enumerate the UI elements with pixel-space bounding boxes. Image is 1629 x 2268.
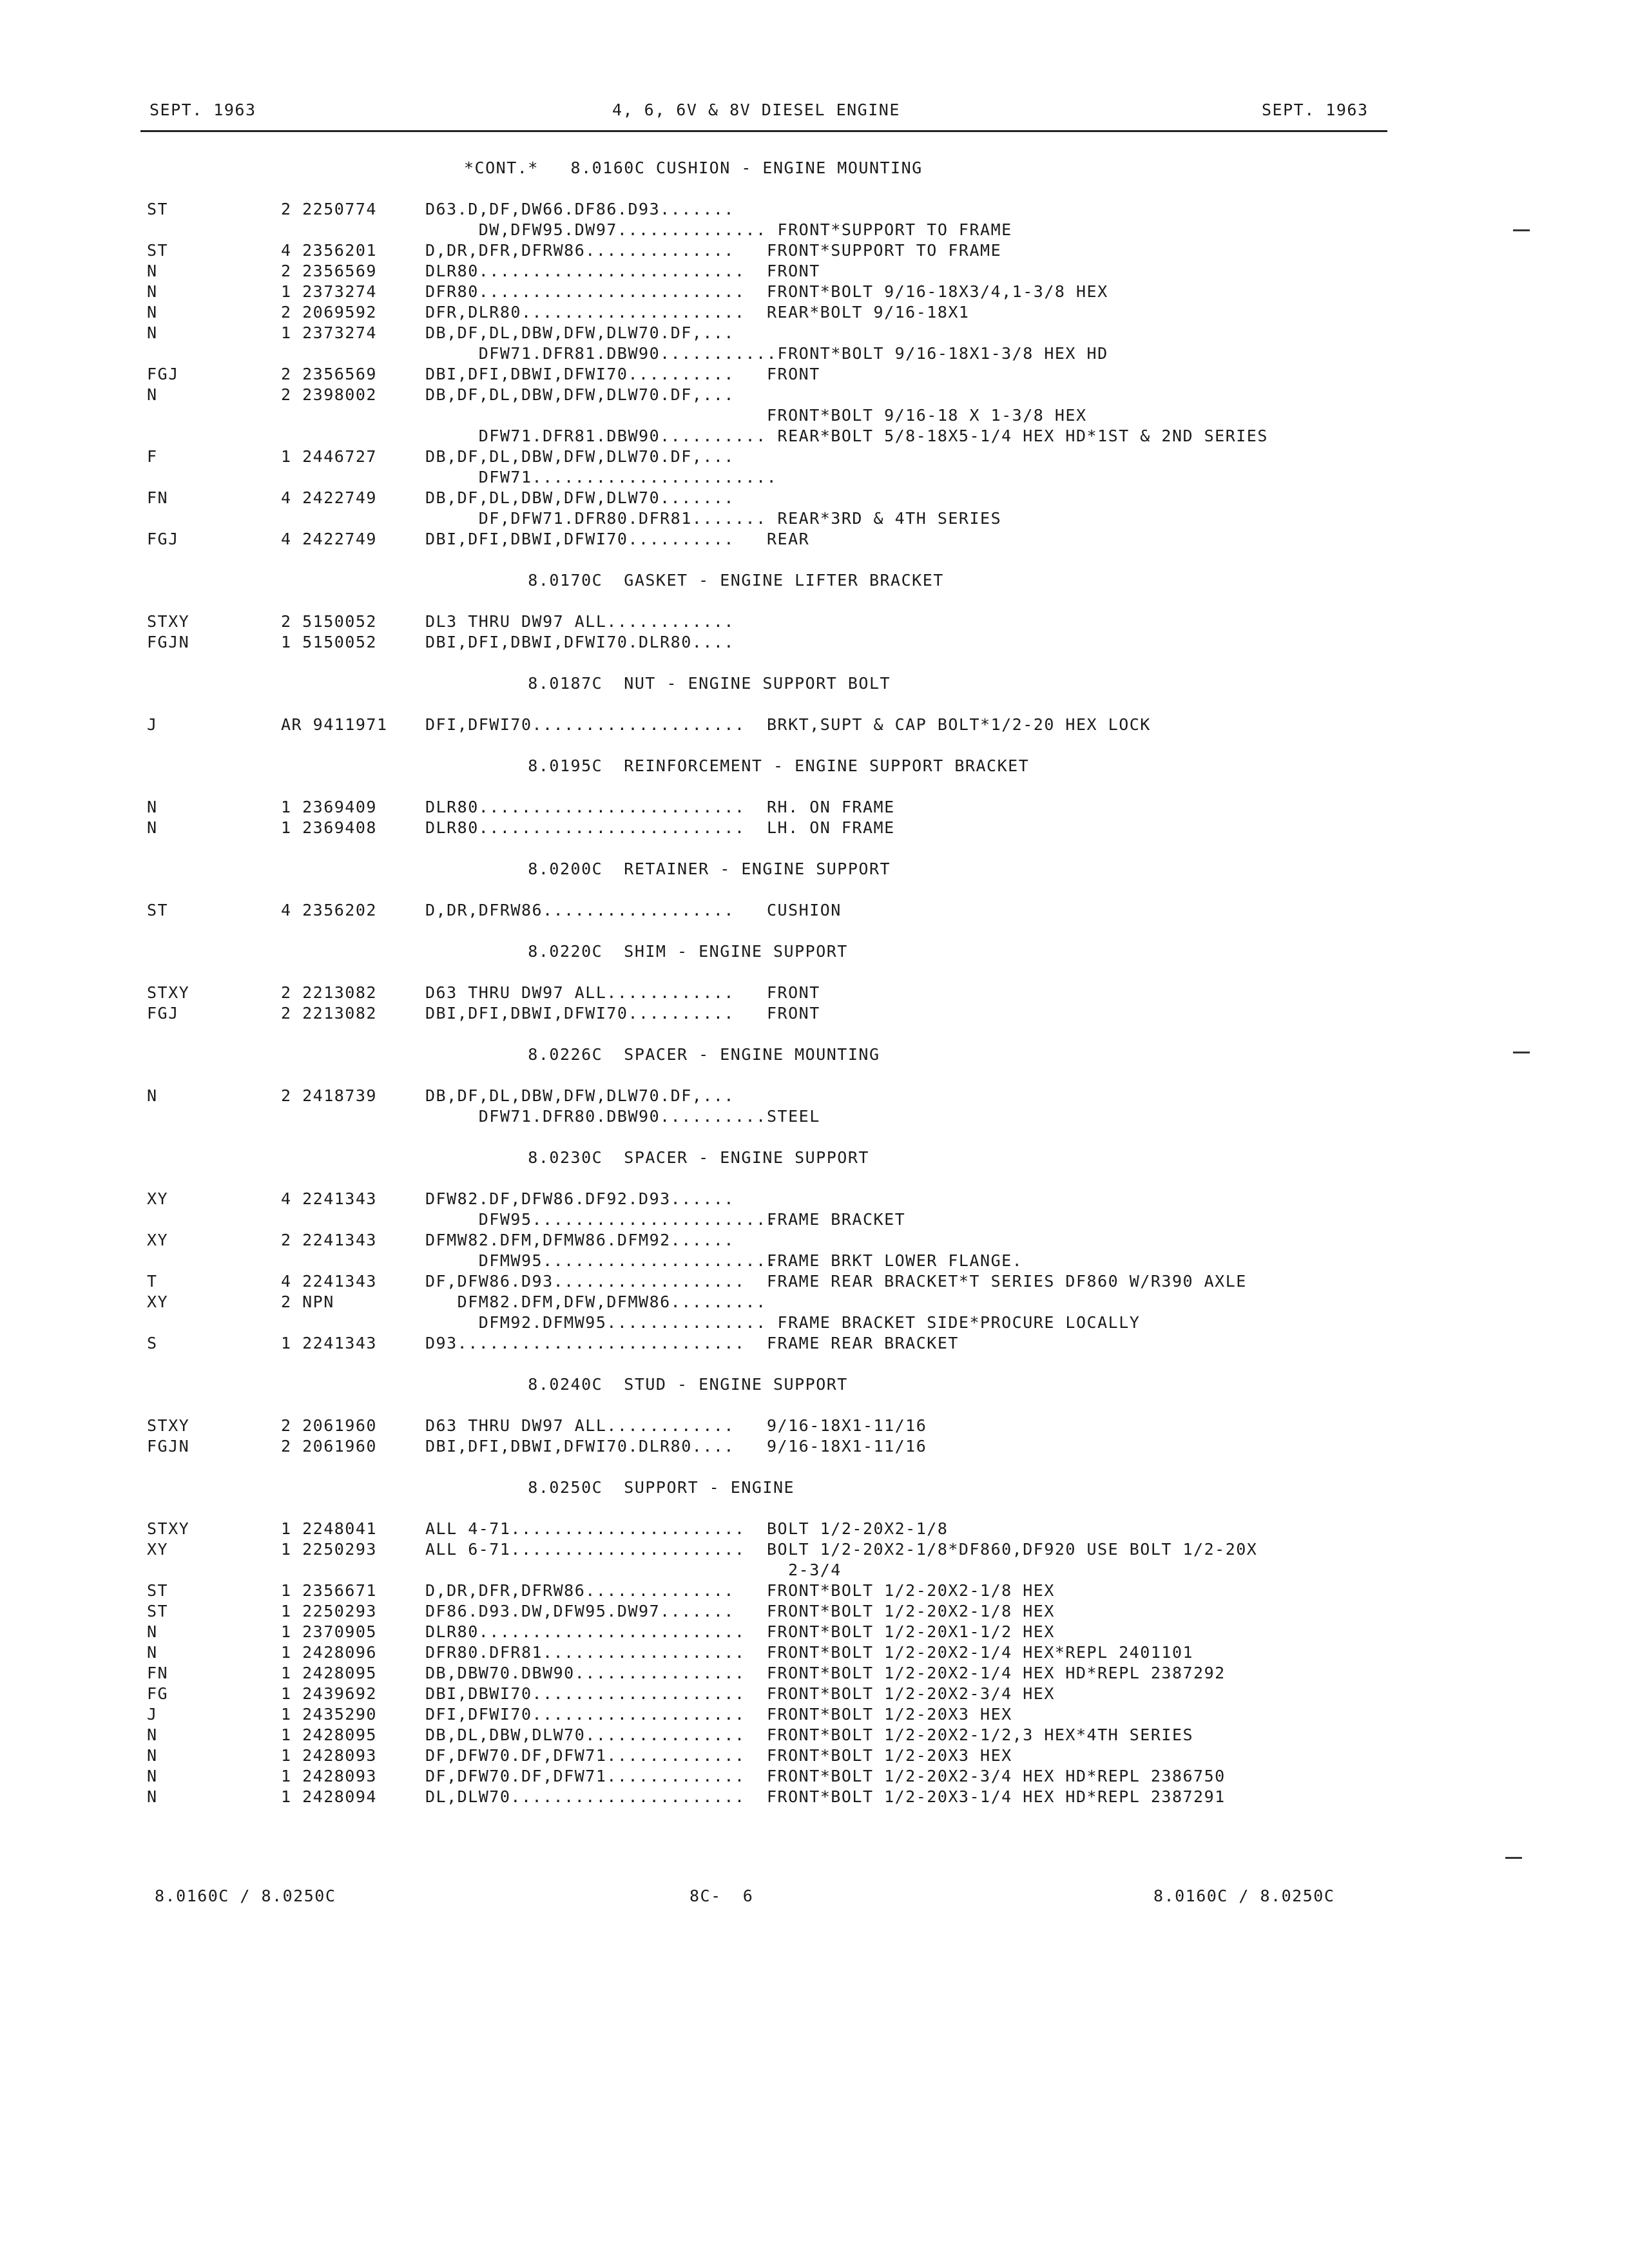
part-note: FRONT*BOLT 1/2-20X2-1/4 HEX HD*REPL 2387292 [767, 1664, 1226, 1682]
part-row [0, 1272, 1629, 1293]
part-code: N [147, 303, 158, 322]
part-note: REAR*BOLT 9/16-18X1 [767, 303, 970, 322]
part-qty-number: 2 2213082 [281, 1004, 377, 1023]
part-row [0, 509, 1629, 530]
part-note: FRONT [767, 983, 820, 1002]
part-row [0, 1684, 1629, 1705]
part-models: DB,DF,DL,DBW,DFW,DLW70.DF,... [425, 323, 735, 342]
part-models: D,DR,DFR,DFRW86.............. [425, 1581, 735, 1600]
part-row [0, 1725, 1629, 1746]
part-code: XY [147, 1293, 169, 1311]
part-code: N [147, 282, 158, 301]
part-models: D,DR,DFR,DFRW86.............. [425, 241, 735, 260]
part-qty-number: 1 2373274 [281, 282, 377, 301]
part-row [0, 282, 1629, 303]
part-note: FRONT*BOLT 1/2-20X1-1/2 HEX [767, 1622, 1055, 1641]
part-note: FRONT*BOLT 1/2-20X2-1/8 HEX [767, 1602, 1055, 1620]
part-models: ALL 6-71...................... [425, 1540, 746, 1559]
part-note: REAR*3RD & 4TH SERIES [767, 509, 1002, 528]
section-heading-text: 8.0226C SPACER - ENGINE MOUNTING [464, 1045, 880, 1064]
header-date-right: SEPT. 1963 [1262, 101, 1369, 119]
part-code: N [147, 323, 158, 342]
part-code: N [147, 818, 158, 837]
part-note: FRAME REAR BRACKET [767, 1334, 959, 1352]
part-qty-number: 1 2373274 [281, 323, 377, 342]
footer-range-right: 8.0160C / 8.0250C [1153, 1887, 1335, 1905]
section-heading-text: 8.0195C REINFORCEMENT - ENGINE SUPPORT BRACKET [464, 756, 1030, 775]
part-models: DFM82.DFM,DFW,DFMW86......... [425, 1293, 767, 1311]
part-note: FRONT*BOLT 1/2-20X2-3/4 HEX HD*REPL 2386750 [767, 1767, 1226, 1785]
part-row [0, 427, 1629, 447]
part-code: N [147, 1643, 158, 1662]
part-note: STEEL [767, 1107, 820, 1126]
part-note: FRONT [767, 365, 820, 383]
part-qty-number: 1 2428093 [281, 1746, 377, 1765]
part-row [0, 983, 1629, 1004]
spacer [0, 736, 1629, 756]
part-models: DFM92.DFMW95............... [425, 1313, 767, 1332]
spacer [0, 1354, 1629, 1375]
part-row [0, 220, 1629, 241]
footer-range-left: 8.0160C / 8.0250C [155, 1887, 336, 1905]
part-code: N [147, 1787, 158, 1806]
header-date-left: SEPT. 1963 [149, 101, 256, 119]
part-code: ST [147, 200, 169, 218]
part-models: DBI,DFI,DBWI,DFWI70.......... [425, 1004, 735, 1023]
part-note: FRONT*BOLT 1/2-20X2-1/8 HEX [767, 1581, 1055, 1600]
part-models: DBI,DFI,DBWI,DFWI70.DLR80.... [425, 1437, 735, 1456]
spacer [0, 921, 1629, 942]
part-qty-number: 2 NPN [281, 1293, 334, 1311]
part-code: N [147, 798, 158, 816]
part-qty-number: 2 2418739 [281, 1086, 377, 1105]
part-models: ALL 4-71...................... [425, 1519, 746, 1538]
part-note: FRONT*BOLT 9/16-18X3/4,1-3/8 HEX [767, 282, 1108, 301]
page-number: 8C- 6 [689, 1887, 754, 1905]
header-title: 4, 6, 6V & 8V DIESEL ENGINE [612, 101, 900, 119]
section-heading [0, 942, 1629, 963]
part-row [0, 488, 1629, 509]
section-heading-text: 8.0250C SUPPORT - ENGINE [464, 1478, 795, 1497]
part-models: DFW95....................... [425, 1210, 778, 1229]
part-row [0, 1251, 1629, 1272]
part-note: FRONT*BOLT 1/2-20X2-1/2,3 HEX*4TH SERIES [767, 1725, 1194, 1744]
part-note: FRONT*BOLT 1/2-20X3-1/4 HEX HD*REPL 2387291 [767, 1787, 1226, 1806]
spacer [0, 1169, 1629, 1189]
part-note: FRAME BRACKET SIDE*PROCURE LOCALLY [767, 1313, 1141, 1332]
part-code: FGJ [147, 365, 179, 383]
part-row [0, 1705, 1629, 1725]
part-row [0, 1189, 1629, 1210]
section-heading-text: 8.0220C SHIM - ENGINE SUPPORT [464, 942, 848, 961]
part-note: FRAME REAR BRACKET*T SERIES DF860 W/R390 AXLE [767, 1272, 1247, 1291]
part-models: DF86.D93.DW,DFW95.DW97....... [425, 1602, 735, 1620]
part-qty-number: 4 2422749 [281, 530, 377, 548]
part-code: S [147, 1334, 158, 1352]
part-code: FG [147, 1684, 169, 1703]
part-row [0, 1581, 1629, 1602]
part-models: DLR80......................... [425, 818, 746, 837]
part-code: STXY [147, 1519, 190, 1538]
part-models: DB,DF,DL,DBW,DFW,DLW70.DF,... [425, 385, 735, 404]
part-code: N [147, 262, 158, 280]
part-models: D63 THRU DW97 ALL............ [425, 983, 735, 1002]
parts-list [0, 159, 1629, 1808]
part-qty-number: 1 2428095 [281, 1725, 377, 1744]
spacer [0, 591, 1629, 612]
part-code: STXY [147, 1416, 190, 1435]
section-heading-text: 8.0187C NUT - ENGINE SUPPORT BOLT [464, 674, 891, 693]
part-models: DF,DFW70.DF,DFW71............. [425, 1746, 746, 1765]
part-note: FRONT [767, 1004, 820, 1023]
part-code: FN [147, 488, 169, 507]
part-qty-number: 1 2428095 [281, 1664, 377, 1682]
part-code: STXY [147, 612, 190, 631]
part-qty-number: 1 2241343 [281, 1334, 377, 1352]
part-code: N [147, 1746, 158, 1765]
part-code: N [147, 1086, 158, 1105]
part-qty-number: 1 2435290 [281, 1705, 377, 1724]
part-qty-number: 1 2428093 [281, 1767, 377, 1785]
part-row [0, 1540, 1629, 1561]
part-qty-number: 2 2241343 [281, 1231, 377, 1249]
part-models: DBI,DFI,DBWI,DFWI70.......... [425, 530, 735, 548]
part-models: DFMW82.DFM,DFMW86.DFM92...... [425, 1231, 735, 1249]
part-code: FGJN [147, 1437, 190, 1456]
part-models: DF,DFW70.DF,DFW71............. [425, 1767, 746, 1785]
part-row [0, 1664, 1629, 1684]
part-code: ST [147, 241, 169, 260]
part-row [0, 385, 1629, 406]
part-qty-number: 2 2061960 [281, 1437, 377, 1456]
part-note: FRONT*BOLT 1/2-20X2-1/4 HEX*REPL 2401101 [767, 1643, 1194, 1662]
part-note: FRONT*BOLT 1/2-20X3 HEX [767, 1746, 1012, 1765]
part-qty-number: 1 2439692 [281, 1684, 377, 1703]
part-models: DFR80......................... [425, 282, 746, 301]
section-heading-text: 8.0230C SPACER - ENGINE SUPPORT [464, 1148, 869, 1167]
part-models: DFW82.DF,DFW86.DF92.D93...... [425, 1189, 735, 1208]
part-code: FN [147, 1664, 169, 1682]
part-models: DFI,DFWI70.................... [425, 715, 746, 734]
spacer [0, 695, 1629, 715]
part-note: FRONT*BOLT 9/16-18X1-3/8 HEX HD [767, 344, 1108, 363]
part-models: DLR80......................... [425, 798, 746, 816]
part-qty-number: 2 2213082 [281, 983, 377, 1002]
section-heading [0, 1045, 1629, 1066]
part-models: DFR,DLR80..................... [425, 303, 746, 322]
part-row [0, 1004, 1629, 1024]
part-qty-number: 2 2069592 [281, 303, 377, 322]
part-qty-number: 1 2369409 [281, 798, 377, 816]
part-code: XY [147, 1231, 169, 1249]
part-qty-number: 1 2428096 [281, 1643, 377, 1662]
part-qty-number: 1 2248041 [281, 1519, 377, 1538]
part-note: REAR*BOLT 5/8-18X5-1/4 HEX HD*1ST & 2ND SERIES [767, 427, 1268, 445]
part-qty-number: 1 2250293 [281, 1540, 377, 1559]
part-note: FRONT*BOLT 9/16-18 X 1-3/8 HEX [767, 406, 1087, 425]
section-heading [0, 860, 1629, 880]
header-rule [140, 130, 1387, 132]
part-models: DFW71.DFR81.DBW90........... [425, 344, 778, 363]
part-row [0, 241, 1629, 262]
part-qty-number: 1 2369408 [281, 818, 377, 837]
part-row [0, 1561, 1629, 1581]
part-note: RH. ON FRAME [767, 798, 895, 816]
section-heading-text: *CONT.* 8.0160C CUSHION - ENGINE MOUNTING [464, 159, 923, 177]
part-note: REAR [767, 530, 810, 548]
part-qty-number: 4 2422749 [281, 488, 377, 507]
part-row [0, 1787, 1629, 1808]
section-heading-text: 8.0170C GASKET - ENGINE LIFTER BRACKET [464, 571, 944, 590]
part-models: DBI,DFI,DBWI,DFWI70.......... [425, 365, 735, 383]
part-row [0, 1334, 1629, 1354]
part-note: BRKT,SUPT & CAP BOLT*1/2-20 HEX LOCK [767, 715, 1151, 734]
part-row [0, 1767, 1629, 1787]
spacer [0, 1024, 1629, 1045]
section-heading-text: 8.0200C RETAINER - ENGINE SUPPORT [464, 860, 891, 878]
part-note: FRONT*SUPPORT TO FRAME [767, 220, 1012, 239]
part-qty-number: 4 2356202 [281, 901, 377, 919]
spacer [0, 963, 1629, 983]
part-row [0, 715, 1629, 736]
part-models: DFW71.DFR80.DBW90.......... [425, 1107, 767, 1126]
part-qty-number: 2 2250774 [281, 200, 377, 218]
section-heading-text: 8.0240C STUD - ENGINE SUPPORT [464, 1375, 848, 1394]
section-heading [0, 1478, 1629, 1499]
margin-mark [1505, 1857, 1522, 1859]
part-qty-number: 2 5150052 [281, 612, 377, 631]
section-heading [0, 571, 1629, 591]
part-models: DF,DFW86.D93.................. [425, 1272, 746, 1291]
part-row [0, 612, 1629, 633]
part-row [0, 530, 1629, 550]
spacer [0, 1066, 1629, 1086]
part-note: BOLT 1/2-20X2-1/8 [767, 1519, 949, 1538]
part-row [0, 818, 1629, 839]
part-code: N [147, 1767, 158, 1785]
part-models: DFW71.DFR81.DBW90.......... [425, 427, 767, 445]
part-models: D63 THRU DW97 ALL............ [425, 1416, 735, 1435]
part-row [0, 633, 1629, 653]
part-code: J [147, 715, 158, 734]
part-row [0, 1416, 1629, 1437]
part-models: DFMW95...................... [425, 1251, 778, 1270]
part-models: DB,DF,DL,DBW,DFW,DLW70....... [425, 488, 735, 507]
spacer [0, 179, 1629, 200]
section-heading [0, 756, 1629, 777]
part-row [0, 1643, 1629, 1664]
spacer [0, 1457, 1629, 1478]
part-row [0, 468, 1629, 488]
spacer [0, 880, 1629, 901]
part-qty-number: 2 2356569 [281, 365, 377, 383]
part-row [0, 901, 1629, 921]
part-qty-number: AR 9411971 [281, 715, 388, 734]
part-models: DB,DF,DL,DBW,DFW,DLW70.DF,... [425, 447, 735, 466]
part-row [0, 1313, 1629, 1334]
part-models: DBI,DFI,DBWI,DFWI70.DLR80.... [425, 633, 735, 651]
part-row [0, 1622, 1629, 1643]
part-code: STXY [147, 983, 190, 1002]
part-models: DFW71....................... [425, 468, 778, 486]
section-heading [0, 1375, 1629, 1396]
spacer [0, 839, 1629, 860]
section-heading [0, 674, 1629, 695]
part-models: DLR80......................... [425, 262, 746, 280]
margin-mark [1513, 1052, 1530, 1053]
part-models: D93........................... [425, 1334, 746, 1352]
part-code: N [147, 385, 158, 404]
part-note: 2-3/4 [767, 1561, 842, 1579]
spacer [0, 550, 1629, 571]
part-note: LH. ON FRAME [767, 818, 895, 837]
part-qty-number: 1 2370905 [281, 1622, 377, 1641]
part-models: DBI,DBWI70.................... [425, 1684, 746, 1703]
part-row [0, 344, 1629, 365]
part-row [0, 1231, 1629, 1251]
spacer [0, 1128, 1629, 1148]
part-note: FRONT*BOLT 1/2-20X2-3/4 HEX [767, 1684, 1055, 1703]
part-note: FRAME BRACKET [767, 1210, 906, 1229]
part-row [0, 303, 1629, 323]
spacer [0, 1499, 1629, 1519]
part-code: FGJN [147, 633, 190, 651]
part-row [0, 1602, 1629, 1622]
part-qty-number: 1 2428094 [281, 1787, 377, 1806]
part-row [0, 323, 1629, 344]
part-code: F [147, 447, 158, 466]
spacer [0, 1396, 1629, 1416]
part-row [0, 365, 1629, 385]
part-note: FRONT [767, 262, 820, 280]
section-heading [0, 1148, 1629, 1169]
spacer [0, 653, 1629, 674]
part-models: DB,DF,DL,DBW,DFW,DLW70.DF,... [425, 1086, 735, 1105]
part-models: DF,DFW71.DFR80.DFR81....... [425, 509, 767, 528]
part-qty-number: 2 2356569 [281, 262, 377, 280]
part-models: DB,DBW70.DBW90................ [425, 1664, 746, 1682]
part-code: ST [147, 1602, 169, 1620]
part-code: N [147, 1725, 158, 1744]
part-row [0, 200, 1629, 220]
part-code: ST [147, 901, 169, 919]
part-note: BOLT 1/2-20X2-1/8*DF860,DF920 USE BOLT 1/2-20X [767, 1540, 1258, 1559]
part-qty-number: 2 2061960 [281, 1416, 377, 1435]
part-note: FRAME BRKT LOWER FLANGE. [767, 1251, 1023, 1270]
part-row [0, 262, 1629, 282]
part-code: XY [147, 1540, 169, 1559]
part-models: DFR80.DFR81................... [425, 1643, 746, 1662]
part-note: 9/16-18X1-11/16 [767, 1437, 927, 1456]
part-row [0, 1086, 1629, 1107]
part-qty-number: 1 2446727 [281, 447, 377, 466]
part-code: T [147, 1272, 158, 1291]
part-row [0, 1293, 1629, 1313]
part-row [0, 1107, 1629, 1128]
part-note: FRONT*BOLT 1/2-20X3 HEX [767, 1705, 1012, 1724]
part-models: D,DR,DFRW86.................. [425, 901, 735, 919]
spacer [0, 777, 1629, 798]
part-qty-number: 1 2356671 [281, 1581, 377, 1600]
part-code: FGJ [147, 1004, 179, 1023]
part-models: D63.D,DF,DW66.DF86.D93....... [425, 200, 735, 218]
part-note: FRONT*SUPPORT TO FRAME [767, 241, 1002, 260]
part-code: J [147, 1705, 158, 1724]
part-row [0, 406, 1629, 427]
part-note: 9/16-18X1-11/16 [767, 1416, 927, 1435]
part-code: N [147, 1622, 158, 1641]
part-qty-number: 1 2250293 [281, 1602, 377, 1620]
part-code: ST [147, 1581, 169, 1600]
part-row [0, 447, 1629, 468]
part-models: DL3 THRU DW97 ALL............ [425, 612, 735, 631]
part-qty-number: 2 2398002 [281, 385, 377, 404]
part-models: DB,DL,DBW,DLW70............... [425, 1725, 746, 1744]
part-code: FGJ [147, 530, 179, 548]
part-row [0, 1210, 1629, 1231]
part-qty-number: 4 2356201 [281, 241, 377, 260]
part-row [0, 1437, 1629, 1457]
part-code: XY [147, 1189, 169, 1208]
part-qty-number: 4 2241343 [281, 1189, 377, 1208]
part-note: CUSHION [767, 901, 842, 919]
part-row [0, 1519, 1629, 1540]
part-qty-number: 4 2241343 [281, 1272, 377, 1291]
part-row [0, 1746, 1629, 1767]
part-models: DW,DFW95.DW97.............. [425, 220, 767, 239]
part-qty-number: 1 5150052 [281, 633, 377, 651]
part-models: DLR80......................... [425, 1622, 746, 1641]
part-row [0, 798, 1629, 818]
part-models: DFI,DFWI70.................... [425, 1705, 746, 1724]
section-heading [0, 159, 1629, 179]
part-models: DL,DLW70...................... [425, 1787, 746, 1806]
margin-mark [1513, 229, 1530, 231]
